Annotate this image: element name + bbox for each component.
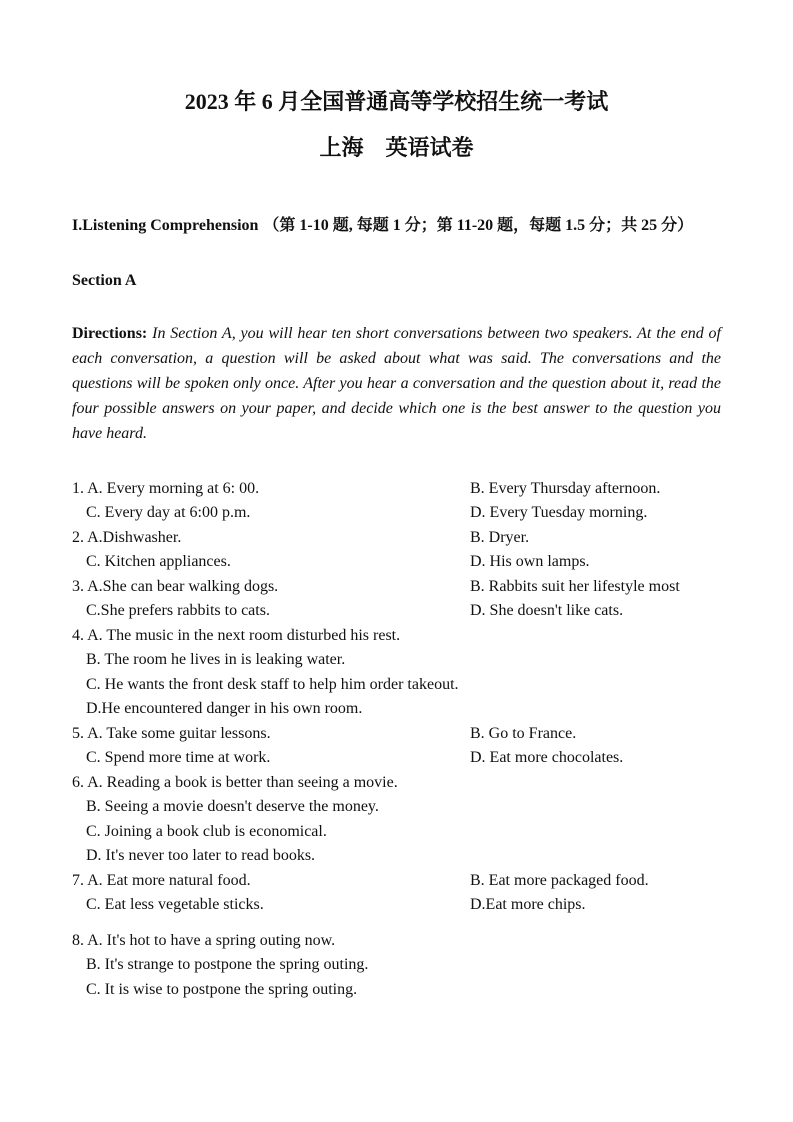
question-line	[72, 929, 721, 954]
option-b: B. Every Thursday afternoon.	[470, 479, 661, 497]
directions-label: Directions:	[72, 324, 148, 342]
option-d: D. She doesn't like cats.	[470, 602, 624, 620]
question-line	[72, 673, 721, 698]
option-c: C. Every day at 6:00 p.m.	[86, 504, 251, 522]
listening-heading-english: I.Listening Comprehension	[72, 217, 259, 235]
option-b: B. The room he lives in is leaking water.	[86, 651, 346, 669]
option-c: C. He wants the front desk staff to help him order takeout.	[86, 675, 459, 693]
option-d: D. It's never too later to read books.	[86, 847, 316, 865]
questions-list	[72, 477, 721, 1003]
option-c: C. It is wise to postpone the spring outing.	[86, 980, 358, 998]
question-1	[72, 477, 721, 526]
exam-title-line2: 上海 英语试卷	[319, 134, 474, 160]
exam-title-line1: 2023 年 6 月全国普通高等学校招生统一考试	[184, 89, 609, 114]
question-line	[72, 575, 721, 600]
question-line	[72, 771, 721, 796]
question-6	[72, 771, 721, 869]
option-c: C.She prefers rabbits to cats.	[86, 602, 270, 620]
question-line	[72, 550, 721, 575]
section-a-label: Section A	[72, 272, 137, 290]
question-8	[72, 929, 721, 1003]
option-a: 1. A. Every morning at 6: 00.	[72, 479, 260, 497]
question-line	[72, 599, 721, 624]
option-b: B. Eat more packaged food.	[470, 871, 649, 889]
question-line	[72, 722, 721, 747]
question-4	[72, 624, 721, 722]
option-a: 4. A. The music in the next room disturbed his rest.	[72, 626, 401, 644]
option-a: 7. A. Eat more natural food.	[72, 871, 251, 889]
question-line	[72, 501, 721, 526]
question-line	[72, 795, 721, 820]
option-a: 8. A. It's hot to have a spring outing now.	[72, 931, 336, 949]
option-b: B. Rabbits suit her lifestyle most	[470, 577, 680, 595]
question-line	[72, 869, 721, 894]
question-line	[72, 648, 721, 673]
question-line	[72, 526, 721, 551]
listening-heading-scoring: （第 1-10 题, 每题 1 分；第 11-20 题，每题 1.5 分；共 25 分）	[263, 217, 694, 235]
option-d: D. His own lamps.	[470, 553, 590, 571]
option-d: D.Eat more chips.	[470, 896, 586, 914]
question-line	[72, 953, 721, 978]
option-c: C. Spend more time at work.	[86, 749, 271, 767]
option-d: D. Eat more chocolates.	[470, 749, 624, 767]
directions-text: In Section A, you will hear ten short conversations between two speakers. At the end of each conversation, a question will be asked about what was said. The conversations and the questions will be spoken only once. After you hear a conversation and the question about it, read the four possible answers on your paper, and decide which one is the best answer to the question you have heard.	[72, 324, 722, 442]
question-line	[72, 477, 721, 502]
question-line	[72, 844, 721, 869]
option-b: B. Go to France.	[470, 724, 577, 742]
question-7	[72, 869, 721, 918]
option-b: B. Dryer.	[470, 528, 530, 546]
question-5	[72, 722, 721, 771]
option-c: C. Joining a book club is economical.	[86, 822, 327, 840]
directions-paragraph	[72, 322, 721, 447]
question-line	[72, 697, 721, 722]
option-b: B. Seeing a movie doesn't deserve the money.	[86, 798, 379, 816]
question-line	[72, 893, 721, 918]
question-line	[72, 624, 721, 649]
option-d: D.He encountered danger in his own room.	[86, 700, 363, 718]
option-a: 6. A. Reading a book is better than seeing a movie.	[72, 773, 398, 791]
option-a: 5. A. Take some guitar lessons.	[72, 724, 271, 742]
question-3	[72, 575, 721, 624]
option-a: 2. A.Dishwasher.	[72, 528, 182, 546]
question-line	[72, 820, 721, 845]
option-b: B. It's strange to postpone the spring outing.	[86, 956, 369, 974]
option-c: C. Eat less vegetable sticks.	[86, 896, 264, 914]
question-line	[72, 978, 721, 1003]
question-line	[72, 746, 721, 771]
listening-section-heading	[72, 212, 721, 239]
option-d: D. Every Tuesday morning.	[470, 504, 648, 522]
option-a: 3. A.She can bear walking dogs.	[72, 577, 279, 595]
question-2	[72, 526, 721, 575]
option-c: C. Kitchen appliances.	[86, 553, 231, 571]
